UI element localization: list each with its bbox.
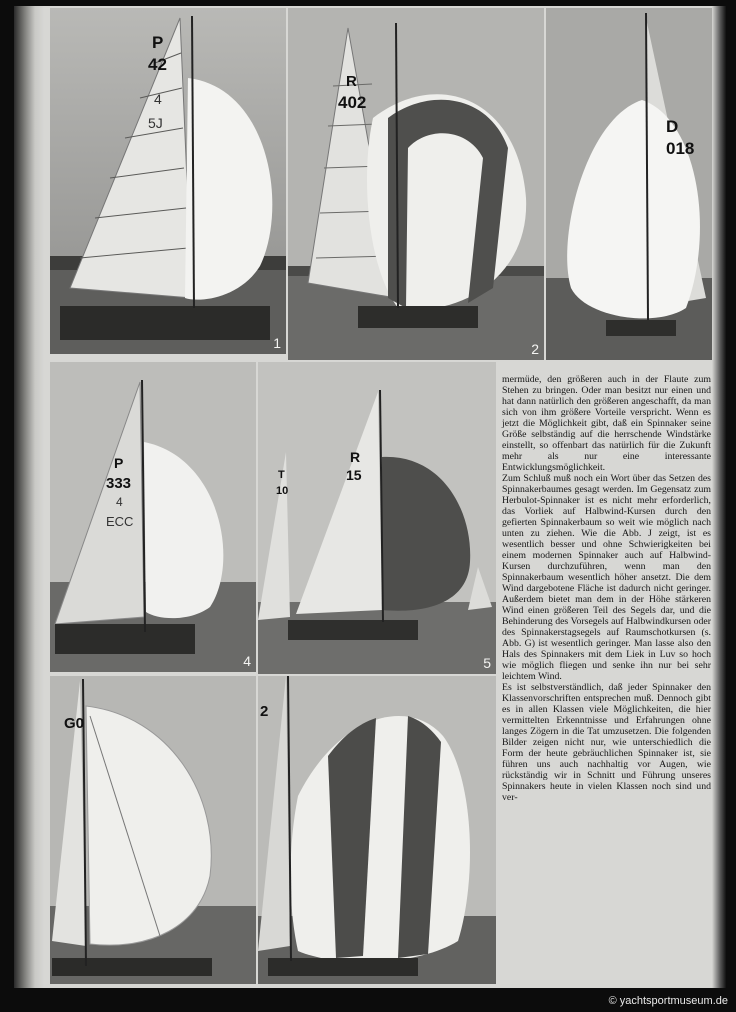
photo-1-sail-mark-b: 5J (148, 115, 163, 131)
photo-6-sail-number: G0 (64, 715, 85, 732)
photo-1-sail-letter: P (152, 33, 164, 52)
photo-1-sail-number: 42 (148, 55, 167, 74)
photo-2-sail-letter: R (346, 73, 357, 90)
article-text-column (502, 374, 711, 803)
photo-1-image (50, 8, 286, 354)
photo-4-image (50, 362, 256, 672)
photo-2-sail-number: 402 (338, 93, 367, 112)
photo-1 (50, 8, 286, 354)
photo-3 (546, 8, 714, 360)
photo-1-number: 1 (273, 335, 281, 351)
photo-5-image (258, 362, 496, 674)
photo-3-sail-number: 018 (666, 139, 695, 158)
photo-3-sail-letter: D (666, 117, 679, 136)
article-paragraph-3: Es ist selbstverständlich, daß jeder Spinnaker den Klassenvorschriften entsprechen muß. Dennoch gibt es in allen Klassen viele Möglichkeiten, die hier vermittelten Erkenntnisse und Erfahrungen ohne langes Zögern in die Tat umzusetzen. Die folgenden Bilder zeigen nicht nur, wie unterschiedlich die Form der heute gebräuchlichen Spinnaker ist, sie führen uns auch nachhaltig vor Augen, wie rückständig wir in Schnitt und Führung unseres Spinnakers heute in vielen Klassen noch sind und ver- (502, 682, 711, 803)
article-paragraph-2: Zum Schluß muß noch ein Wort über das Setzen des Spinnakerbaumes gesagt werden. Im Gegensatz zum Herbulot-Spinnaker ist es nicht mehr erforderlich, das Vorliek auf Halbwind-Kursen durch den gefierten Spinnakerbaum so weit wie möglich nach unten zu ziehen. Wie die Abb. J zeigt, ist es wesentlich besser und ohne Schwierigkeiten bei einem modernen Spinnaker auch auf Halbwind-Kursen durchzuführen, wenn man den Spinnakerbaum wesentlich höher ansetzt. Die dem Wind dargebotene Fläche ist dadurch nicht geringer. Außerdem bietet man dem in der Höhe stärkeren Wind einen größeren Teil des Segels dar, und die Behinderung des Vorsegels auf Halbwindkursen oder des Spinnakerstagsegels auf Raumschotkursen (s. Abb. G) ist wesentlich geringer. Man lasse also den Hals des Spinnakers mit dem Liek in Luv so hoch wie möglich fliegen und senke ihn nur bei sehr leichtem Wind. (502, 473, 711, 682)
magazine-page (14, 6, 726, 988)
photo-4-number: 4 (243, 653, 251, 669)
photo-6-image (50, 676, 256, 984)
photo-5-sail-number-a: 10 (276, 485, 289, 497)
photo-4-sail-letter: P (114, 455, 124, 471)
photo-5-sail-letter-a: T (278, 469, 285, 481)
photo-6 (50, 676, 256, 984)
photo-2 (288, 8, 544, 360)
photo-5-sail-letter-b: R (350, 449, 361, 465)
page-edge-shadow (712, 6, 726, 988)
photo-4-sail-number: 333 (106, 475, 132, 492)
photo-7-image (258, 676, 496, 984)
photo-4-sail-mark-b: ECC (106, 514, 134, 529)
page-binding-shadow (14, 6, 44, 988)
photo-5 (258, 362, 496, 674)
copyright-credit: © yachtsportmuseum.de (608, 995, 728, 1007)
photo-4 (50, 362, 256, 672)
photo-7-sail-number: 2 (260, 703, 269, 720)
photo-3-image (546, 8, 714, 360)
photo-5-sail-number-b: 15 (346, 467, 362, 483)
photo-2-image (288, 8, 544, 360)
article-paragraph-1: mermüde, den größeren auch in der Flaute zum Stehen zu bringen. Oder man besitzt nur einen und hat dann natürlich den größeren angeschafft, da man sich von ihm größere Vorteile verspricht. Wenn es jetzt die Möglichkeit gibt, daß ein Spinnaker seine Größe selbständig auf die herrschende Windstärke einstellt, so offenbart das natürlich für die Zukunft mehr als nur eine interessante Entwicklungsmöglichkeit. (502, 374, 711, 473)
photo-5-number: 5 (483, 655, 491, 671)
photo-4-sail-mark-a: 4 (116, 495, 123, 509)
photo-2-number: 2 (531, 341, 539, 357)
photo-1-sail-mark-a: 4 (154, 91, 162, 107)
photo-7 (258, 676, 496, 984)
